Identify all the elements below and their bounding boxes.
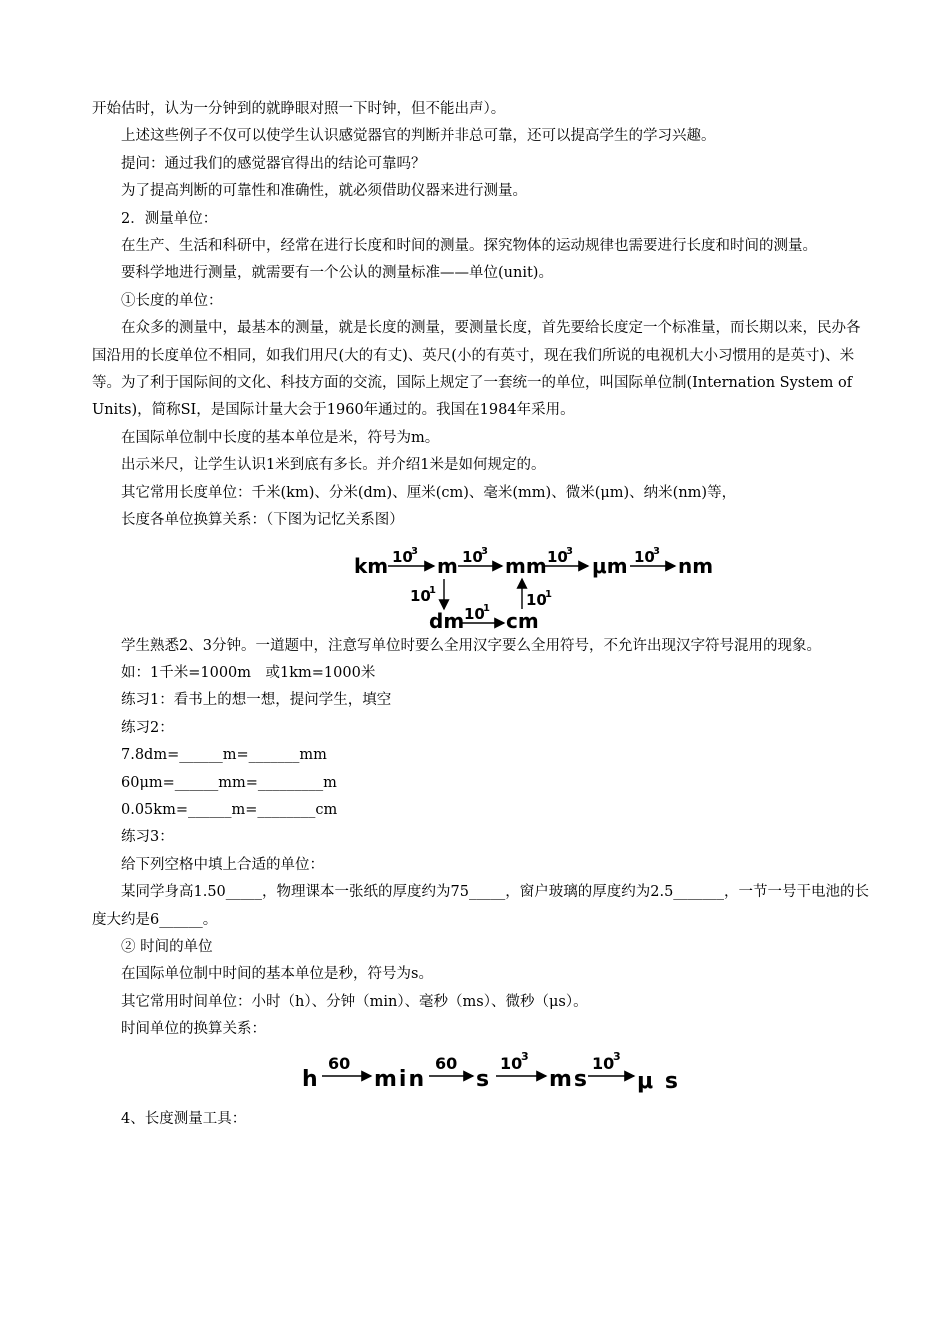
unit-us: μ s: [637, 1068, 680, 1094]
unit-um: μm: [592, 553, 628, 578]
unit-h: h: [302, 1066, 320, 1092]
exp-dm-cm: 1: [483, 602, 490, 614]
paragraph-p27: 时间单位的换算关系：: [121, 1021, 266, 1038]
paragraph-p24: ② 时间的单位: [121, 938, 213, 955]
unit-km: km: [354, 553, 389, 578]
time-unit-diagram: [92, 1044, 872, 1098]
factor-s-ms: 10: [500, 1053, 523, 1073]
paragraph-p3: 提问：通过我们的感觉器官得出的结论可靠吗？: [121, 155, 426, 172]
unit-cm: cm: [506, 608, 539, 633]
paragraph-p17: 练习2：: [121, 719, 174, 736]
text-block-top: [92, 96, 872, 535]
factor-m-dm: 10: [410, 586, 431, 605]
text-block-middle: [92, 633, 872, 1044]
paragraph-p8: ①长度的单位：: [121, 292, 223, 309]
text-block-bottom: [92, 1106, 872, 1133]
factor-mm-um: 10: [547, 547, 568, 566]
document-page: [92, 96, 872, 1133]
factor-ms-us: 10: [592, 1053, 615, 1073]
exp-m-mm: 3: [481, 545, 488, 557]
paragraph-p25: 在国际单位制中时间的基本单位是秒，符号为s。: [121, 966, 433, 983]
exp-m-dm: 1: [429, 584, 436, 596]
exp-ms-us: 3: [613, 1049, 621, 1063]
paragraph-p15: 如：1千米=1000m 或1km=1000米: [121, 664, 376, 681]
exp-um-nm: 3: [653, 545, 660, 557]
paragraph-p1: 开始估时，认为一分钟到的就睁眼对照一下时钟，但不能出声）。: [92, 101, 506, 117]
paragraph-p14: 学生熟悉2、3分钟。一道题中，注意写单位时要么全用汉字要么全用符号，不允许出现汉字符号混用的现象。: [121, 637, 821, 654]
factor-dm-cm: 10: [464, 604, 485, 623]
paragraph-p6: 在生产、生活和科研中，经常在进行长度和时间的测量。探究物体的运动规律也需要进行长度和时间的测量。: [121, 238, 817, 255]
factor-min-s: 60: [435, 1053, 458, 1073]
factor-km-m: 10: [392, 547, 413, 566]
exp-cm-mm: 1: [545, 588, 552, 600]
unit-ms: ms: [549, 1066, 590, 1092]
factor-cm-mm: 10: [526, 590, 547, 609]
unit-m: m: [437, 553, 458, 578]
paragraph-p5: 2．测量单位：: [121, 210, 218, 227]
paragraph-p7: 要科学地进行测量，就需要有一个公认的测量标准——单位(unit)。: [121, 265, 553, 282]
paragraph-p21: 练习3：: [121, 829, 174, 846]
paragraph-p13: 长度各单位换算关系：（下图为记忆关系图）: [121, 512, 404, 529]
exp-mm-um: 3: [566, 545, 573, 557]
exp-km-m: 3: [411, 545, 418, 557]
paragraph-p10: 在国际单位制中长度的基本单位是米，符号为m。: [121, 429, 440, 446]
factor-m-mm: 10: [462, 547, 483, 566]
paragraph-p28: 4、长度测量工具：: [121, 1110, 247, 1127]
unit-dm: dm: [429, 608, 465, 633]
factor-h-min: 60: [328, 1053, 351, 1073]
paragraph-p16: 练习1：看书上的想一想，提问学生，填空: [121, 692, 392, 709]
paragraph-p4: 为了提高判断的可靠性和准确性，就必须借助仪器来进行测量。: [121, 183, 527, 200]
unit-s: s: [476, 1066, 492, 1092]
unit-nm: nm: [678, 553, 714, 578]
unit-mm: mm: [505, 553, 547, 578]
paragraph-p20: 0.05km=______m=________cm: [121, 801, 338, 818]
paragraph-p18: 7.8dm=______m=_______mm: [121, 747, 327, 764]
paragraph-p12: 其它常用长度单位：千米(km)、分米(dm)、厘米(cm)、毫米(mm)、微米(μm)、纳米(nm)等，: [121, 484, 737, 501]
paragraph-p2: 上述这些例子不仅可以使学生认识感觉器官的判断并非总可靠，还可以提高学生的学习兴趣。: [121, 128, 716, 145]
paragraph-p22: 给下列空格中填上合适的单位：: [121, 856, 324, 873]
paragraph-p26: 其它常用时间单位：小时（h）、分钟（min）、毫秒（ms）、微秒（μs）。: [121, 993, 588, 1010]
paragraph-p23: 某同学身高1.50_____，物理课本一张纸的厚度约为75_____，窗户玻璃的厚度约为2.5_______，一节一号干电池的长度大约是6______。: [92, 884, 870, 928]
factor-um-nm: 10: [634, 547, 655, 566]
paragraph-p19: 60μm=______mm=_________m: [121, 774, 337, 791]
unit-min: min: [374, 1066, 427, 1092]
exp-s-ms: 3: [521, 1049, 529, 1063]
paragraph-p11: 出示米尺，让学生认识1米到底有多长。并介绍1米是如何规定的。: [121, 457, 546, 474]
paragraph-p9: 在众多的测量中，最基本的测量，就是长度的测量，要测量长度，首先要给长度定一个标准量，而长期以来，民办各国沿用的长度单位不相同，如我们用尺(大的有丈)、英尺(小的有英寸，现在我们所说的电视机大小习惯用的是英寸)、米等。为了利于国际间的文化、科技方面的交流，国际上规定了一套统一的单位，叫国际单位制(Internation System of Units)，简称SI，是国际计量大会于1960年通过的。我国在1984年采用。: [92, 320, 861, 419]
length-unit-diagram: [92, 535, 872, 633]
